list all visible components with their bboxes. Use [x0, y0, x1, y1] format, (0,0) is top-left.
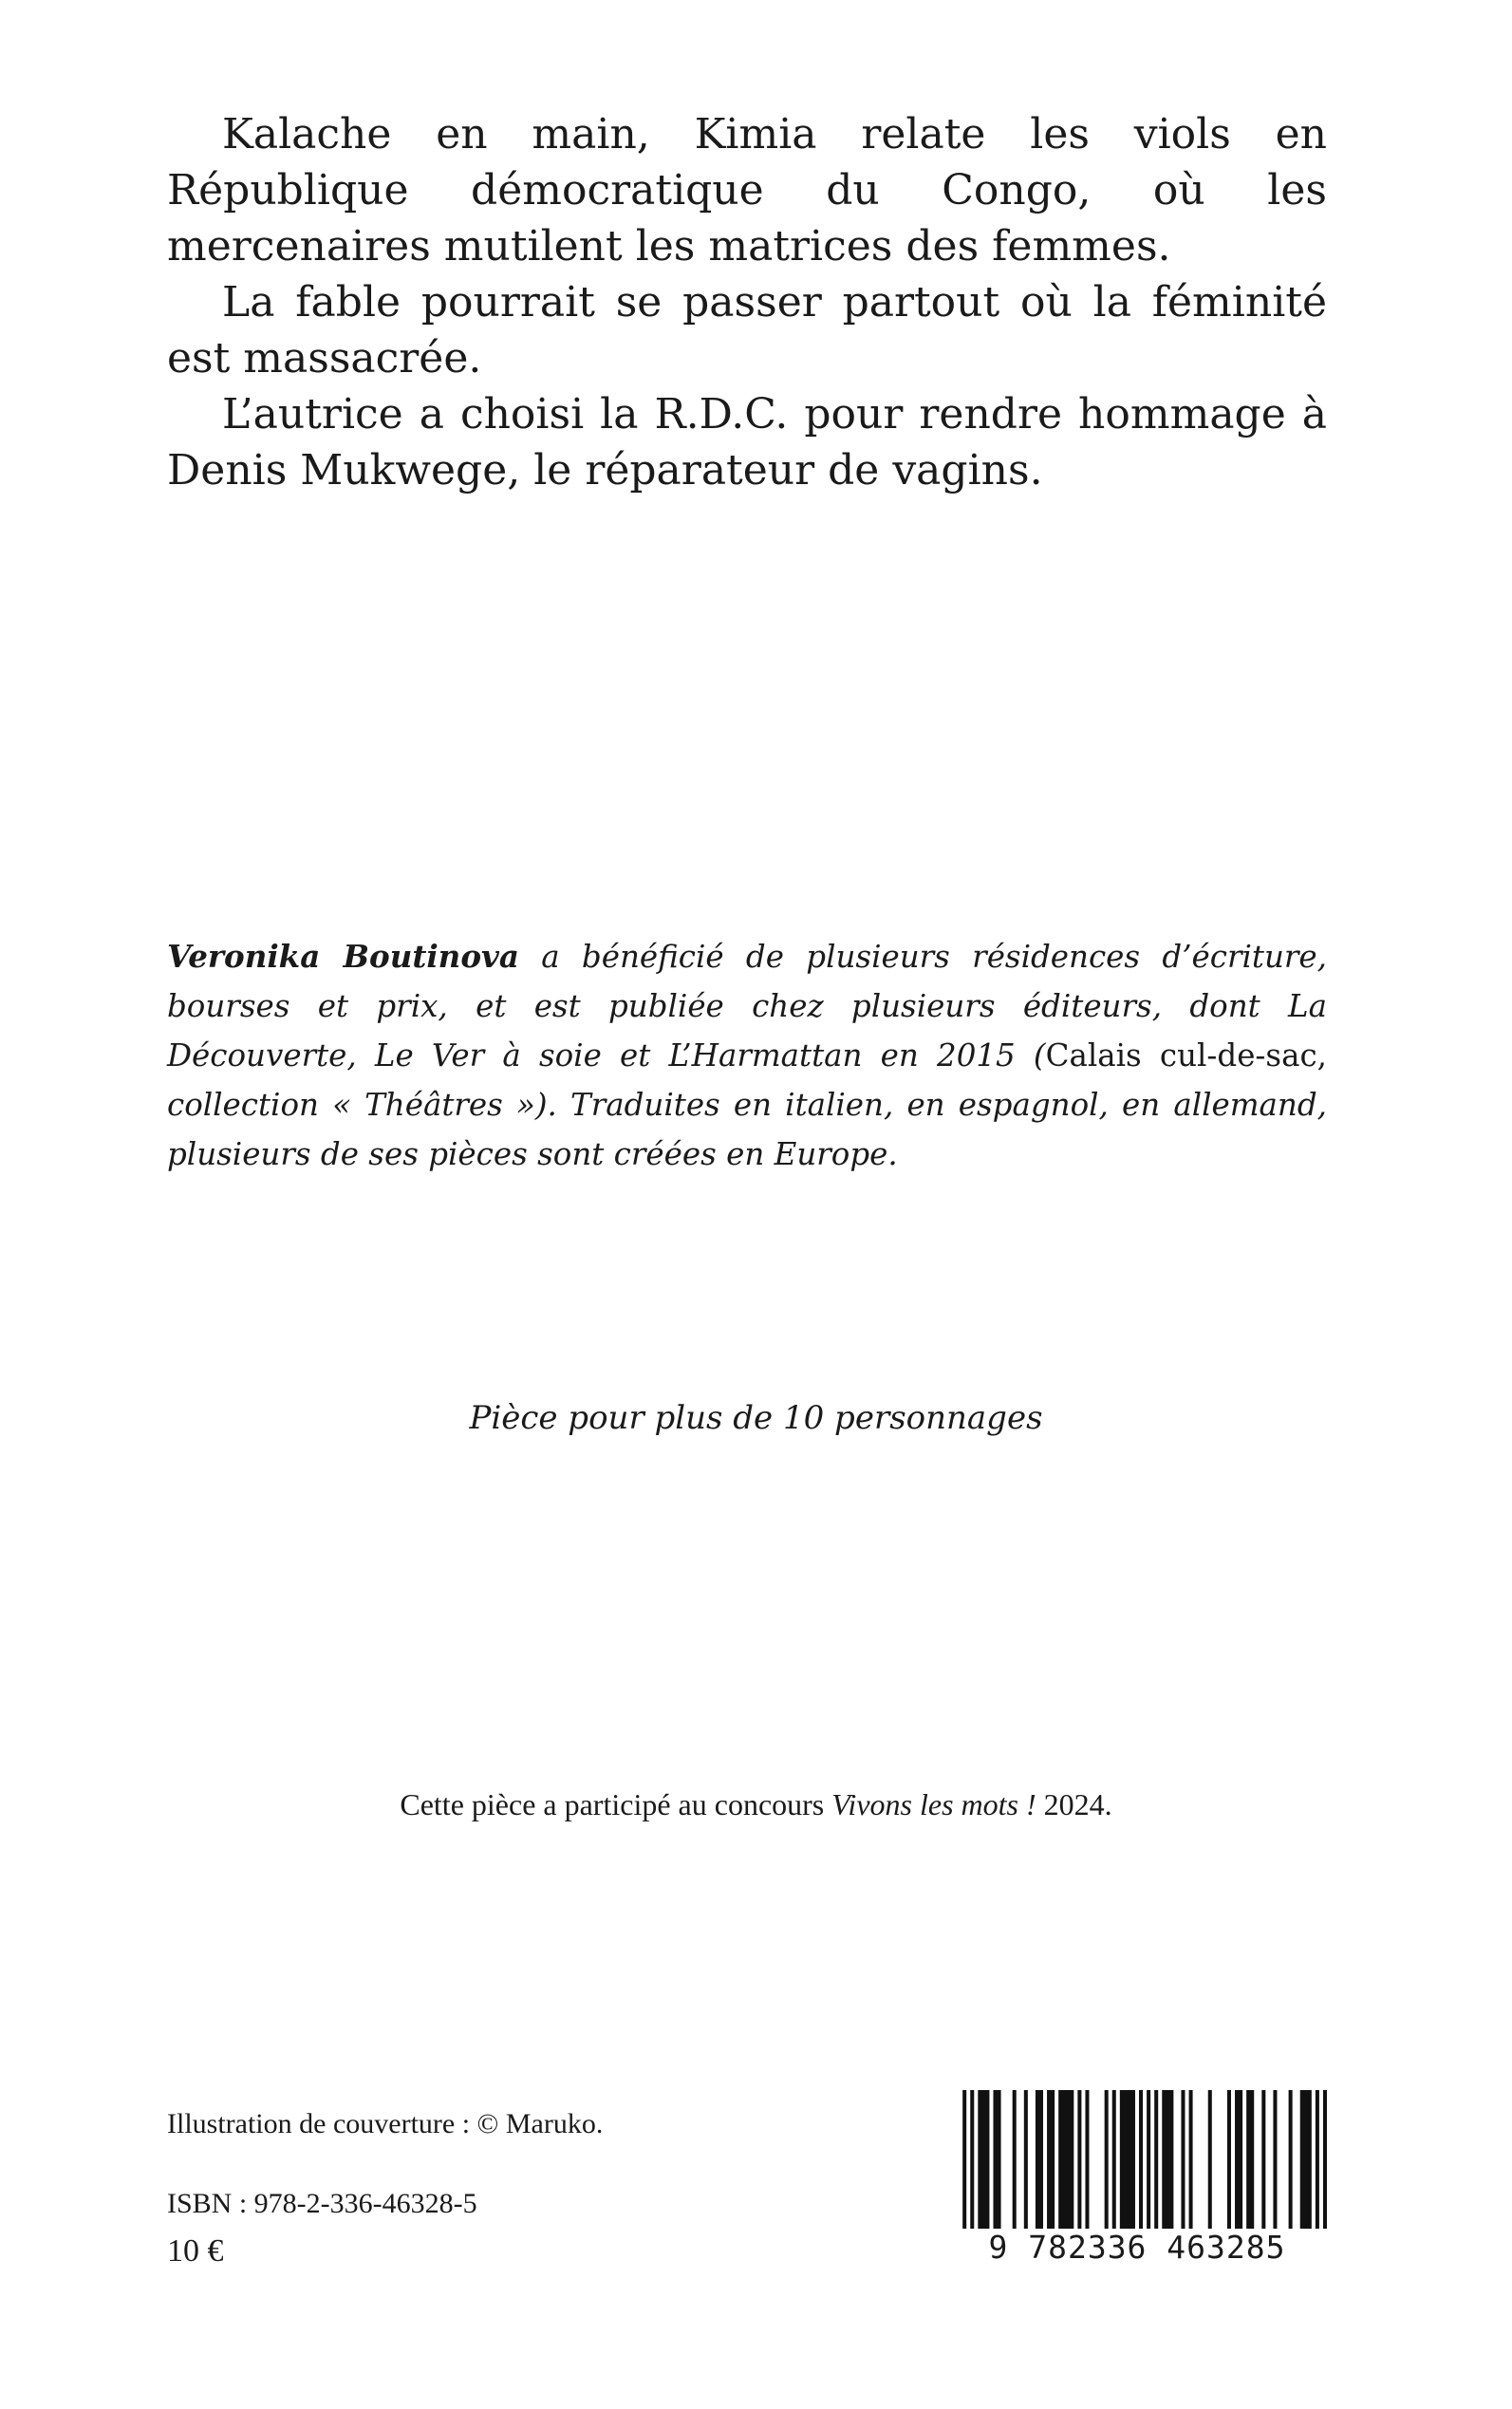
barcode-bar-4 — [1013, 2090, 1017, 2229]
bio-text-part-1: a bénéficié de plusieurs résidences d’écriture, bourses et prix, et est publiée chez plusieurs éditeurs, dont La Découverte, Le Ver à soie et L’Harmattan en 2015 ( — [167, 939, 1327, 1074]
barcode-bars — [947, 2090, 1327, 2229]
author-name: Veronika Boutinova — [167, 938, 519, 975]
back-cover-summary — [167, 106, 1327, 498]
contest-suffix: 2024. — [1036, 1787, 1112, 1821]
barcode-bar-15 — [1147, 2090, 1150, 2229]
barcode-bar-28 — [1316, 2090, 1319, 2229]
barcode-bar-27 — [1300, 2090, 1312, 2229]
bio-book-title: Calais cul-de-sac, — [1045, 1037, 1327, 1074]
barcode-bar-0 — [962, 2090, 966, 2229]
isbn-number: ISBN : 978-2-336-46328-5 — [167, 2188, 477, 2219]
price-label: 10 € — [167, 2233, 224, 2269]
summary-paragraph-1: Kalache en main, Kimia relate les viols en République démocratique du Congo, où les mercenaires mutilent les matrices des femmes. — [167, 110, 1327, 271]
barcode-bar-22 — [1235, 2090, 1242, 2229]
barcode-bar-17 — [1162, 2090, 1173, 2229]
barcode-bar-8 — [1058, 2090, 1073, 2229]
barcode-bar-21 — [1227, 2090, 1231, 2229]
illustration-credit: Illustration de couverture : © Maruko. — [167, 2108, 604, 2139]
barcode-bar-7 — [1047, 2090, 1055, 2229]
barcode-bar-13 — [1120, 2090, 1135, 2229]
barcode-bar-23 — [1246, 2090, 1254, 2229]
summary-paragraph-2: La fable pourrait se passer partout où la féminité est massacrée. — [167, 278, 1327, 383]
bio-text-part-2: collection « Théâtres »). Traduites en italien, en espagnol, en allemand, plusieurs de ses pièces sont créées en Europe. — [167, 1087, 1327, 1172]
barcode-digits: 9 782336 463285 — [947, 2229, 1327, 2267]
barcode-bar-14 — [1139, 2090, 1143, 2229]
barcode-bar-26 — [1289, 2090, 1293, 2229]
barcode-bar-24 — [1261, 2090, 1265, 2229]
barcode-bar-11 — [1105, 2090, 1109, 2229]
isbn-barcode — [947, 2090, 1327, 2280]
barcode-bar-9 — [1077, 2090, 1081, 2229]
cast-note: Pièce pour plus de 10 personnages — [469, 1399, 1043, 1437]
barcode-bar-25 — [1273, 2090, 1277, 2229]
author-biography — [167, 932, 1327, 1179]
barcode-bar-5 — [1024, 2090, 1028, 2229]
contest-prefix: Cette pièce a participé au concours — [400, 1787, 832, 1821]
barcode-bar-18 — [1181, 2090, 1185, 2229]
barcode-bar-1 — [970, 2090, 974, 2229]
contest-note — [0, 1784, 1512, 1824]
barcode-bar-20 — [1208, 2090, 1212, 2229]
barcode-bar-16 — [1154, 2090, 1158, 2229]
barcode-bar-3 — [993, 2090, 1000, 2229]
barcode-bar-29 — [1323, 2090, 1327, 2229]
contest-name: Vivons les mots ! — [831, 1787, 1036, 1821]
barcode-bar-10 — [1085, 2090, 1089, 2229]
barcode-bar-19 — [1189, 2090, 1193, 2229]
summary-paragraph-3: L’autrice a choisi la R.D.C. pour rendre hommage à Denis Mukwege, le réparateur de vagins. — [167, 390, 1327, 495]
barcode-bar-2 — [978, 2090, 989, 2229]
barcode-bar-12 — [1112, 2090, 1116, 2229]
barcode-bar-6 — [1036, 2090, 1043, 2229]
